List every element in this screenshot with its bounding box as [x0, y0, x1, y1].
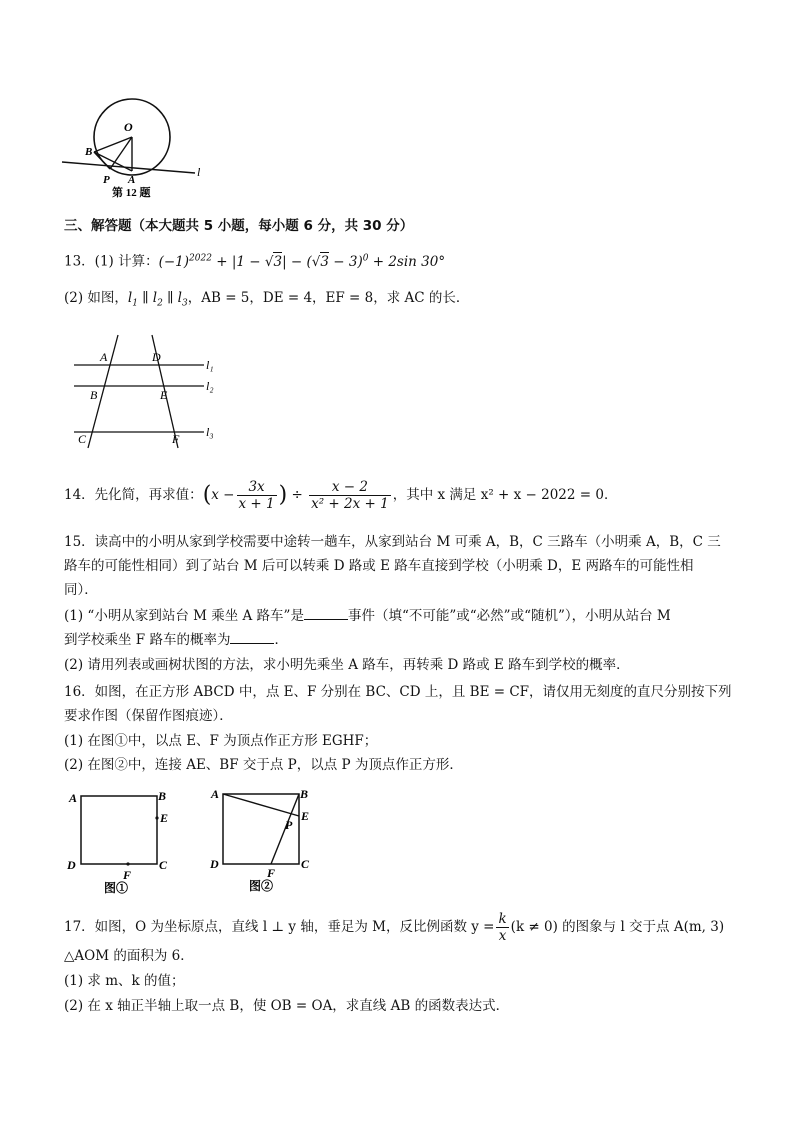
svg-text:D: D: [210, 857, 219, 871]
svg-text:F: F: [123, 868, 132, 882]
svg-text:l₂: l₂: [206, 379, 214, 393]
svg-text:F: F: [172, 432, 180, 446]
svg-text:E: E: [160, 811, 169, 825]
q13-part2: (2) 如图，$l_1$ ∥ $l_2$ ∥ $l_3$，AB = 5，DE = 4，EF = 8，求 AC 的长．: [64, 290, 470, 309]
svg-text:E: E: [301, 809, 310, 823]
svg-text:B: B: [90, 388, 98, 402]
line-l: [62, 162, 195, 173]
label-l: l: [197, 165, 201, 179]
q13-part2-cond: AB = 5，DE = 4，EF = 8，求 AC 的长．: [201, 290, 470, 306]
fig1-caption: 图①: [104, 881, 129, 895]
fig12-caption: 第 12 题: [112, 187, 151, 199]
answer-blank-2[interactable]: [230, 630, 274, 644]
label-b: B: [85, 146, 93, 158]
label-a: A: [128, 174, 136, 186]
svg-text:A: A: [100, 350, 108, 364]
answer-blank-1[interactable]: [304, 606, 348, 620]
svg-text:C: C: [159, 858, 168, 872]
svg-text:A: A: [211, 787, 220, 801]
q14-suffix: ，其中 x 满足 x² + x − 2022 = 0．: [392, 487, 618, 503]
figure-q16-2: [205, 784, 335, 899]
q17-line1: 17．如图，O 为坐标原点，直线 l ⊥ y 轴，垂足为 M，反比例函数 y = $\frac{k}{x}$ (k ≠ 0) 的图象与 l 交于点 A(m, 3): [64, 911, 725, 944]
svg-text:C: C: [78, 432, 87, 446]
q15-line3: 同）．: [64, 582, 98, 598]
svg-text:D: D: [67, 858, 76, 872]
q17-p2: (2) 在 x 轴正半轴上取一点 B，使 OB = OA，求直线 AB 的函数表达式．: [64, 998, 510, 1014]
svg-text:A: A: [69, 791, 78, 805]
section-heading: 三、解答题（本大题共 5 小题，每小题 6 分，共 30 分）: [64, 218, 414, 234]
svg-text:E: E: [160, 388, 168, 402]
q17-line2: △AOM 的面积为 6．: [64, 948, 194, 964]
q17-p1: (1) 求 m、k 的值；: [64, 973, 185, 989]
q14: 14．先化简，再求值：(x − $\frac{3x}{x + 1}$ ) ÷ $\frac{x - 2}{\text{x² + 2x + 1}}$ ，其中 x 满足 x² + x − 2022 = 0．: [64, 479, 618, 512]
svg-text:P: P: [285, 818, 293, 832]
q14-prefix: 14．先化简，再求值：: [64, 487, 203, 503]
q15-p1: (1) “小明从家到站台 M 乘坐 A 路车”是 事件（填“不可能”或“必然”或“随机”），小明从站台 M: [64, 608, 671, 624]
q13-part1-prefix: 13．(1) 计算：: [64, 253, 159, 270]
q16-line2: 要求作图（保留作图痕迹）．: [64, 708, 233, 724]
label-o: O: [124, 120, 133, 134]
svg-text:B: B: [300, 787, 309, 801]
q15-p2: (2) 请用列表或画树状图的方法，求小明先乘坐 A 路车，再转乘 D 路或 E 路车到学校的概率．: [64, 657, 630, 673]
q15-line1: 15．读高中的小明从家到学校需要中途转一趟车，从家到站台 M 可乘 A，B，C 三路车（小明乘 A，B，C 三: [64, 534, 721, 550]
q15-line2: 路车的可能性相同）到了站台 M 后可以转乘 D 路或 E 路车直接到学校（小明乘 D，E 两路车的可能性相: [64, 558, 694, 574]
label-p: P: [103, 174, 110, 186]
q13-part1: 13．(1) 计算：$(-1)^{2022} + |1 - √3| - (√3 - 3)^0 + 2\sin$ 30°: [64, 253, 446, 270]
q16-p1: (1) 在图①中，以点 E、F 为顶点作正方形 EGHF；: [64, 733, 378, 749]
svg-text:l₁: l₁: [206, 358, 214, 372]
q13-part2-prefix: (2) 如图，: [64, 290, 128, 306]
svg-text:C: C: [301, 857, 310, 871]
q16-line1: 16．如图，在正方形 ABCD 中，点 E、F 分别在 BC、CD 上，且 BE = CF，请仅用无刻度的直尺分别按下列: [64, 684, 732, 700]
q15-p1-cont: 到学校乘坐 F 路车的概率为 ．: [64, 632, 288, 648]
svg-text:B: B: [158, 789, 167, 803]
q16-p2: (2) 在图②中，连接 AE、BF 交于点 P，以点 P 为顶点作正方形．: [64, 757, 463, 773]
svg-text:D: D: [152, 350, 161, 364]
svg-text:F: F: [267, 866, 276, 880]
svg-text:l₃: l₃: [206, 425, 214, 439]
figure-q12: [60, 95, 230, 205]
figure-q13: [66, 330, 226, 450]
fig2-caption: 图②: [249, 879, 274, 893]
figure-q16-1: [62, 784, 192, 899]
